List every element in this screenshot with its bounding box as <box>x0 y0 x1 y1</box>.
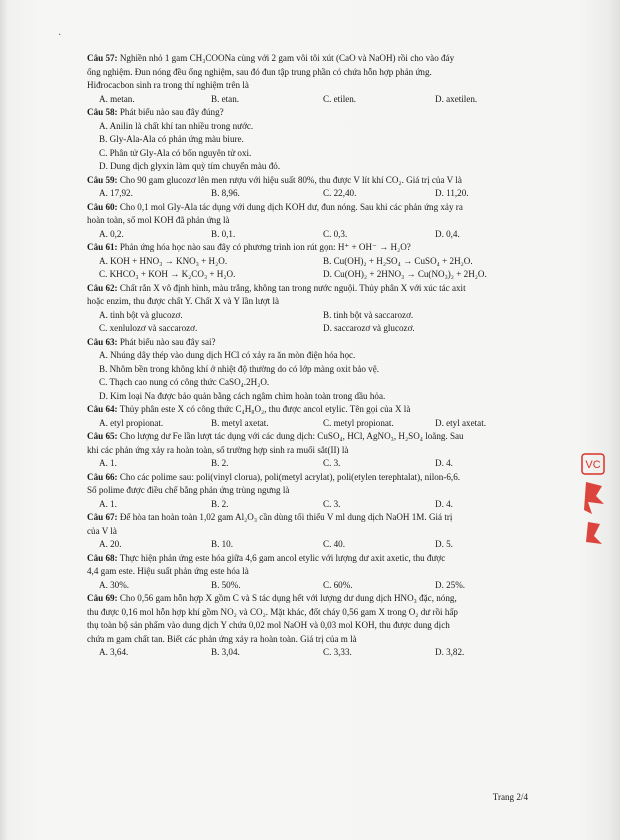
answer-option: B. 3,04. <box>211 647 240 657</box>
question-text: chứa m gam chất tan. Biết các phản ứng xảy ra hoàn toàn. Giá trị của m là <box>87 633 357 644</box>
question-text-line <box>87 241 547 255</box>
answer-option: A. etyl propionat. <box>99 417 164 428</box>
question-text: Phát biểu nào sau đây sai? <box>119 336 216 347</box>
answer-option: B. etan. <box>211 93 240 104</box>
answer-option: B. metyl axetat. <box>211 417 269 428</box>
answer-row <box>87 579 547 593</box>
question-text-line <box>87 484 547 498</box>
answer-option: D. axetilen. <box>435 93 478 104</box>
answer-row <box>87 309 547 323</box>
answer-option: C. Phân tử Gly-Ala có bốn nguyên tử oxi. <box>99 147 252 158</box>
answer-option: A. 1. <box>99 458 117 468</box>
question-text-line <box>87 565 547 579</box>
question-number: Câu 67: <box>87 512 118 522</box>
answer-option: D. saccarozơ và glucozơ. <box>323 323 415 333</box>
question-number: Câu 63: <box>87 336 118 347</box>
question-text-line <box>87 174 547 188</box>
question-block <box>87 471 547 512</box>
question-block <box>87 511 547 552</box>
question-text: Hiđrocacbon sinh ra trong thí nghiệm trên là <box>87 80 249 90</box>
question-text-line <box>87 403 547 417</box>
answer-option: C. 3,33. <box>323 647 352 657</box>
question-text-line <box>87 525 547 539</box>
answer-option: B. 8,96. <box>211 188 240 198</box>
answer-option: A. 20. <box>99 539 122 549</box>
question-text-line <box>87 606 547 620</box>
question-text-line <box>87 511 547 525</box>
question-text-line <box>87 444 547 458</box>
question-number: Câu 57: <box>87 53 118 63</box>
answer-option: D. Dung dịch glyxin làm quỳ tím chuyển màu đỏ. <box>99 161 281 171</box>
answer-option: C. 60%. <box>323 579 353 590</box>
answer-option: C. metyl propionat. <box>323 417 394 428</box>
answer-option: D. 4. <box>435 498 453 509</box>
answer-option: A. Nhúng dây thép vào dung dịch HCl có xảy ra ăn mòn điện hóa học. <box>99 350 356 360</box>
question-text-line <box>87 282 547 296</box>
question-number: Câu 66: <box>87 471 118 482</box>
question-text-line <box>87 336 547 350</box>
answer-row <box>87 538 547 552</box>
question-text: hoàn toàn, số mol KOH đã phản ứng là <box>87 215 230 225</box>
stamp-label: VC <box>585 459 601 471</box>
answer-row <box>87 268 547 282</box>
answer-option: C. 3. <box>323 458 341 468</box>
question-text: Cho lượng dư Fe lần lượt tác dụng với các dung dịch: CuSO₄, HCl, AgNO₃, H₂SO₄ loãng. Sau <box>119 431 464 441</box>
question-text-line <box>87 201 547 215</box>
question-text: Phát biểu nào sau đây đúng? <box>119 107 224 117</box>
answer-option: B. 50%. <box>211 579 241 590</box>
question-number: Câu 64: <box>87 404 118 414</box>
question-block <box>87 52 547 106</box>
answer-option: B. 2. <box>211 458 229 468</box>
answer-option: C. etilen. <box>323 93 357 104</box>
question-number: Câu 65: <box>87 431 118 441</box>
question-text: Thực hiện phản ứng este hóa giữa 4,6 gam ancol etylic với lượng dư axit axetic, thu được <box>119 552 446 563</box>
question-text-line <box>87 66 547 80</box>
question-number: Câu 61: <box>87 242 118 252</box>
question-text-line <box>87 430 547 444</box>
answer-row <box>87 417 547 431</box>
answer-option: C. 22,40. <box>323 188 357 198</box>
question-number: Câu 62: <box>87 282 118 293</box>
question-block <box>87 106 547 174</box>
question-number: Câu 68: <box>87 552 118 563</box>
question-number: Câu 59: <box>87 174 118 185</box>
question-number: Câu 58: <box>87 107 118 117</box>
question-text: ống nghiệm. Đun nóng đều ống nghiệm, sau đó đun tập trung phần có chứa hỗn hợp phản ứng. <box>87 66 432 77</box>
page-number: Trang 2/4 <box>492 792 528 802</box>
question-text-line <box>87 79 547 93</box>
answer-option: D. Kim loại Na được bảo quản bằng cách ngâm chìm hoàn toàn trong dầu hỏa. <box>99 390 386 401</box>
answer-option: C. Thạch cao nung có công thức CaSO₄.2H₂O. <box>99 377 270 387</box>
question-block <box>87 552 547 593</box>
answer-option: A. 17,92. <box>99 188 133 198</box>
question-text: Cho 0,1 mol Gly-Ala tác dụng với dung dịch KOH dư, đun nóng. Sau khi các phản ứng xảy ra <box>119 201 463 212</box>
stamp-icon <box>578 452 608 562</box>
question-text: thụ toàn bộ sản phẩm vào dung dịch Y chứa 0,02 mol NaOH và 0,03 mol KOH, thu được dung dịch <box>87 620 450 630</box>
question-block <box>87 201 547 242</box>
answer-option: B. Cu(OH)₂ + H₂SO₄ → CuSO₄ + 2H₂O. <box>323 255 473 266</box>
question-text: Cho 90 gam glucozơ lên men rượu với hiệu suất 80%, thu được V lít khí CO₂. Giá trị của V là <box>119 174 462 185</box>
answer-option: C. 3. <box>323 498 341 509</box>
question-text-line <box>87 214 547 228</box>
question-block <box>87 430 547 471</box>
answer-option: B. 10. <box>211 539 233 549</box>
answer-option: C. xenlulozơ và saccarozơ. <box>99 323 198 333</box>
answer-option: A. 30%. <box>99 579 130 590</box>
answer-option: A. 0,2. <box>99 228 124 239</box>
answer-option: D. 3,82. <box>435 647 465 657</box>
question-number: Câu 69: <box>87 593 118 603</box>
answer-row <box>87 255 547 269</box>
question-number: Câu 60: <box>87 201 118 212</box>
answer-row <box>87 93 547 107</box>
question-text: Chất rắn X vô định hình, màu trắng, không tan trong nước nguội. Thủy phân X với xúc tác axit <box>119 282 466 293</box>
answer-row <box>87 498 547 512</box>
question-text-line <box>87 592 547 606</box>
question-block <box>87 241 547 282</box>
answer-option: A. 3,64. <box>99 647 129 657</box>
question-text: Thủy phân este X có công thức C₄H₈O₂, thu được ancol etylic. Tên gọi của X là <box>119 404 411 414</box>
answer-option: C. 40. <box>323 539 345 549</box>
question-text-line <box>87 633 547 647</box>
answer-row <box>87 457 547 471</box>
question-text: của V là <box>87 525 117 536</box>
answer-option: C. 0,3. <box>323 228 348 239</box>
question-text: thu được 0,16 mol hỗn hợp khí gồm NO₂ và CO₂. Mặt khác, đốt cháy 0,56 gam X trong O₂ dư rồi hấp <box>87 606 458 617</box>
answer-option: A. Anilin là chất khí tan nhiều trong nước. <box>99 120 254 131</box>
question-text: Phản ứng hóa học nào sau đây có phương trình ion rút gọn: H⁺ + OH⁻ → H₂O? <box>119 242 411 252</box>
question-text: 4,4 gam este. Hiệu suất phản ứng este hóa là <box>87 566 249 576</box>
scan-dot: · <box>58 30 62 41</box>
question-text-line <box>87 295 547 309</box>
answer-row <box>87 228 547 242</box>
answer-option: D. Cu(OH)₂ + 2HNO₃ → Cu(NO₃)₂ + 2H₂O. <box>323 269 487 279</box>
question-list <box>87 52 547 660</box>
question-text-line <box>87 619 547 633</box>
question-text: Nghiền nhỏ 1 gam CH₃COONa cùng với 2 gam vôi tôi xút (CaO và NaOH) rồi cho vào đáy <box>119 53 455 63</box>
question-text-line <box>87 106 547 120</box>
answer-option: A. KOH + HNO₃ → KNO₃ + H₂O. <box>99 255 228 266</box>
question-block <box>87 174 547 201</box>
question-text-line <box>87 52 547 66</box>
question-text: khi các phản ứng xảy ra hoàn toàn, số trường hợp sinh ra muối sắt(II) là <box>87 444 349 455</box>
answer-option: D. 5. <box>435 539 453 549</box>
answer-option: D. 11,20. <box>435 188 469 198</box>
answer-option: A. tinh bột và glucozơ. <box>99 309 183 320</box>
answer-option: B. 0,1. <box>211 228 236 239</box>
question-text: Để hòa tan hoàn toàn 1,02 gam Al₂O₃ cần dùng tối thiểu V ml dung dịch NaOH 1M. Giá trị <box>119 512 453 522</box>
question-text-line <box>87 471 547 485</box>
question-text: Cho 0,56 gam hỗn hợp X gồm C và S tác dụng hết với lượng dư dung dịch HNO₃ đặc, nóng, <box>119 593 457 603</box>
answer-row <box>87 322 547 336</box>
answer-row <box>87 187 547 201</box>
answer-option: D. 4. <box>435 458 453 468</box>
answer-row <box>87 646 547 660</box>
question-text: Cho các polime sau: poli(vinyl clorua), poli(metyl acrylat), poli(etylen terephtalat), nilon-6,6. <box>119 471 461 482</box>
question-text: Số polime được điều chế bằng phản ứng trùng ngưng là <box>87 485 290 495</box>
answer-option: A. 1. <box>99 498 117 509</box>
answer-option: B. Nhôm bền trong không khí ở nhiệt độ thường do có lớp màng oxit bảo vệ. <box>99 363 380 374</box>
answer-option: B. tinh bột và saccarozơ. <box>323 309 414 320</box>
answer-option: B. 2. <box>211 498 229 509</box>
answer-option: B. Gly-Ala-Ala có phản ứng màu biure. <box>99 134 244 144</box>
question-block <box>87 403 547 430</box>
answer-option: D. 25%. <box>435 579 466 590</box>
answer-option: A. metan. <box>99 93 135 104</box>
question-text-line <box>87 552 547 566</box>
answer-option: D. 0,4. <box>435 228 460 239</box>
question-block <box>87 592 547 660</box>
answer-option: C. KHCO₃ + KOH → K₂CO₃ + H₂O. <box>99 269 236 279</box>
answer-option: D. etyl axetat. <box>435 417 487 428</box>
question-block <box>87 336 547 404</box>
question-text: hoặc enzim, thu được chất Y. Chất X và Y lần lượt là <box>87 296 280 306</box>
question-block <box>87 282 547 336</box>
